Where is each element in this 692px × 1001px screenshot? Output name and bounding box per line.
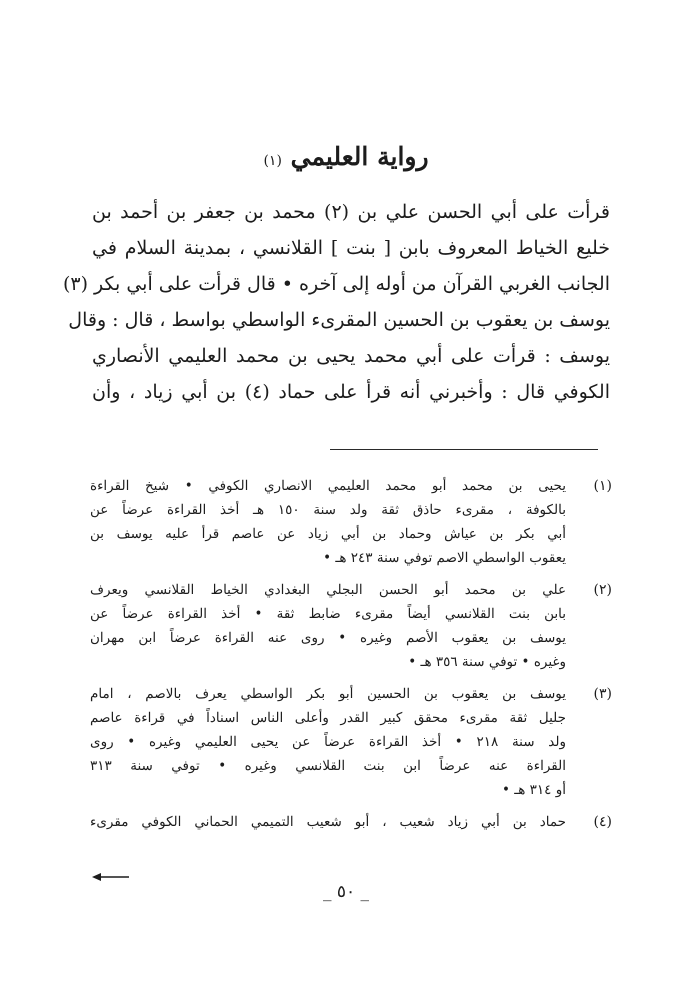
main-text-line: الكوفي قال : وأخبرني أنه قرأ على حماد (٤) بن أبي زياد ، وأن: [92, 381, 610, 403]
footnote-number: (١): [593, 478, 612, 494]
footnote-4: [90, 810, 612, 834]
footnote-line: يوسف بن يعقوب بن الحسين أبو بكر الواسطي يعرف بالاصم ، امام: [90, 686, 566, 702]
footnote-body: [90, 578, 566, 674]
footnote-3: [90, 682, 612, 802]
main-text-line: خليع الخياط المعروف بابن [ بنت ] القلانسي ، بمدينة السلام في: [92, 237, 610, 259]
footnote-body: [90, 474, 566, 570]
main-text-line: يوسف : قرأت على أبي محمد يحيى بن محمد العليمي الأنصاري: [92, 345, 610, 367]
footnote-1: [90, 474, 612, 570]
footnote-line: أو ٣١٤ هـ •: [502, 782, 566, 798]
footnote-number: (٤): [593, 814, 612, 830]
section-title: [0, 140, 692, 178]
footnote-line: جليل ثقة مقرىء محقق كبير القدر وأعلى الناس اسناداً في قراءة عاصم: [90, 710, 566, 726]
footnote-body: [90, 810, 566, 834]
footnote-number: (٢): [593, 582, 612, 598]
main-text-line: يوسف بن يعقوب بن الحسين المقرىء الواسطي بواسط ، قال : وقال: [68, 309, 610, 331]
footnote-2: [90, 578, 612, 674]
footnote-line: بالكوفة ، مقرىء حاذق ثقة ولد سنة ١٥٠ هـ أخذ القراءة عرضاً عن: [90, 502, 566, 518]
footnote-line: حماد بن أبي زياد شعيب ، أبو شعيب التميمي الحماني الكوفي مقرىء: [90, 814, 566, 830]
main-text-line: الجانب الغربي القرآن من أوله إلى آخره • قال قرأت على أبي بكر (٣): [62, 273, 610, 295]
footnote-line: علي بن محمد أبو الحسن البجلي البغدادي الخياط القلانسي ويعرف: [90, 582, 566, 598]
title-footnote-ref: (١): [263, 153, 282, 169]
footnote-body: [90, 682, 566, 802]
footnote-line: ولد سنة ٢١٨ • أخذ القراءة عرضاً عن يحيى العليمي وغيره • روى: [90, 734, 566, 750]
footnote-line: وغيره • توفي سنة ٣٥٦ هـ •: [408, 654, 566, 670]
main-text: [62, 194, 610, 410]
footnote-line: القراءة عنه عرضاً ابن بنت القلانسي وغيره • توفي سنة ٣١٣: [90, 758, 566, 774]
footnote-line: بابن بنت القلانسي أيضاً مقرىء ضابط ثقة • أخذ القراءة عرضاً عن: [90, 606, 566, 622]
section-title-text: رواية العليمي: [290, 142, 429, 171]
footnote-line: يعقوب الواسطي الاصم توفي سنة ٢٤٣ هـ •: [323, 550, 566, 566]
footnote-line: يحيى بن محمد أبو محمد العليمي الانصاري الكوفي • شيخ القراءة: [90, 478, 566, 494]
page-number: _ ٥٠ _: [322, 882, 370, 902]
main-text-line: قرأت على أبي الحسن علي بن (٢) محمد بن جعفر بن أحمد بن: [92, 201, 610, 223]
footnote-line: أبي بكر بن عياش وحماد بن أبي زياد عن عاصم قرأ عليه يوسف بن: [90, 526, 566, 542]
footnote-number: (٣): [593, 686, 612, 702]
footnote-line: يوسف بن يعقوب الأصم وغيره • روى عنه القراءة عرضاً ابن مهران: [90, 630, 566, 646]
footnotes-section: [90, 474, 612, 842]
footnote-divider: [330, 449, 598, 450]
